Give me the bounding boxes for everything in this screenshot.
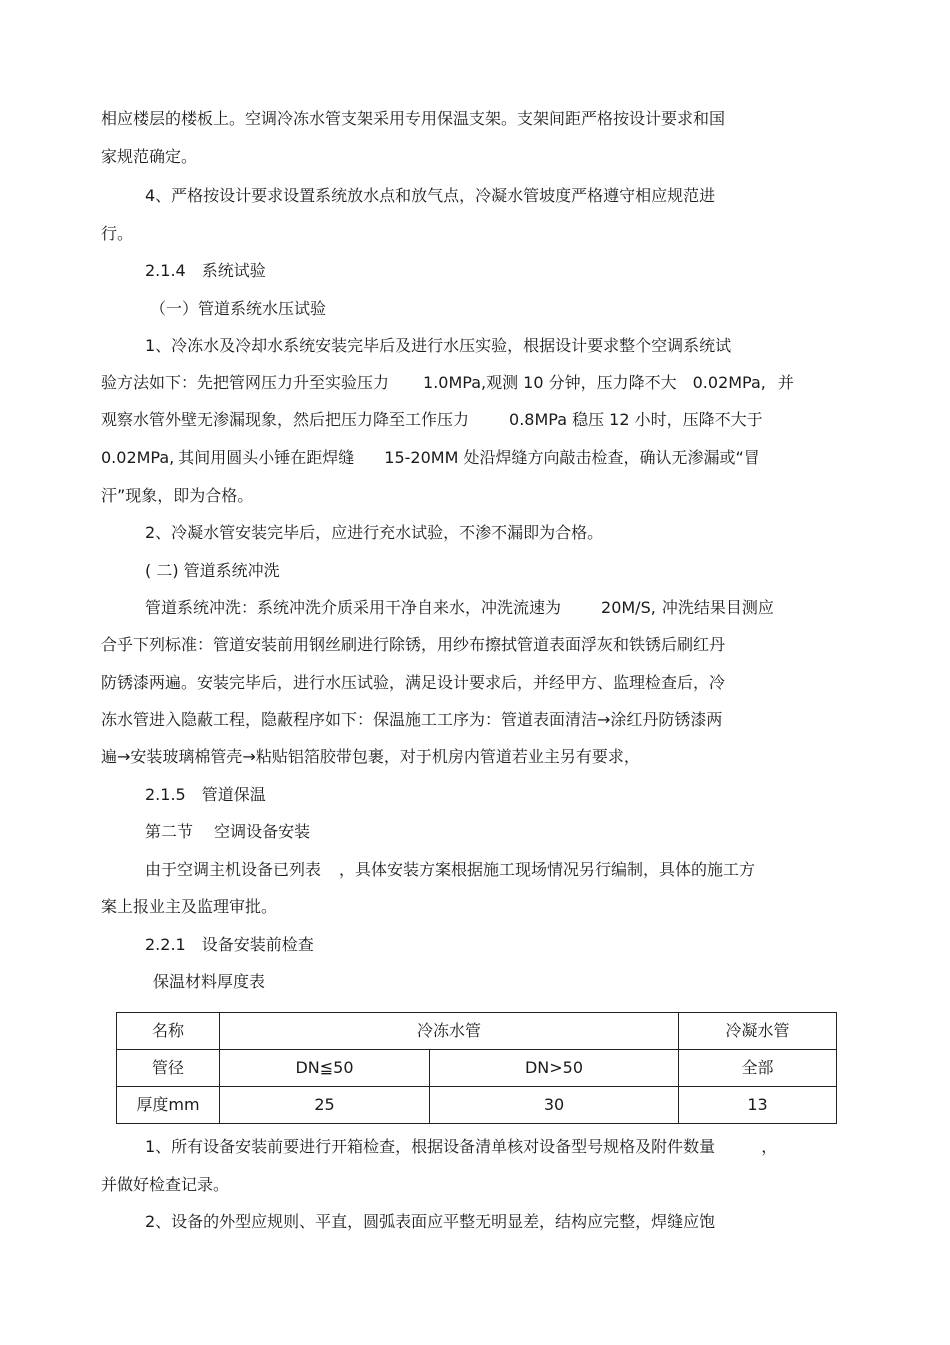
text-run: ，具体安装方案根据施工现场情况另行编制，具体的施工方	[339, 860, 756, 879]
text-run: 0.8MPa 稳压 12 小时，压降不大于	[509, 410, 763, 429]
table-cell: 管径	[117, 1050, 220, 1087]
paragraph-line: 家规范确定。	[101, 147, 198, 166]
text-run: 1、所有设备安装前要进行开箱检查，根据设备清单核对设备型号规格及附件数量	[145, 1137, 716, 1156]
paragraph-line: 遍→安装玻璃棉管壳→粘贴铝箔胶带包裹，对于机房内管道若业主另有要求，	[101, 747, 640, 766]
table-cell: 25	[220, 1087, 430, 1124]
text-run: 冲洗结果目测应	[661, 598, 774, 617]
paragraph-line: 冻水管进入隐蔽工程，隐蔽程序如下：保温施工工序为：管道表面清洁→涂红丹防锈漆两	[101, 710, 723, 729]
subsection-heading-pressure-test: （一）管道系统水压试验	[150, 299, 327, 318]
paragraph-line	[101, 372, 794, 394]
paragraph-line: 相应楼层的楼板上。空调冷冻水管支架采用专用保温支架。支架间距严格按设计要求和国	[101, 109, 726, 128]
paragraph-line	[145, 597, 774, 619]
paragraph-line	[145, 1136, 777, 1158]
table-row	[117, 1087, 837, 1124]
table-cell: 名称	[117, 1013, 220, 1050]
text-run: 其间用圆头小锤在距焊缝	[178, 448, 355, 467]
paragraph-line: 并做好检查记录。	[101, 1175, 230, 1194]
paragraph-line: 防锈漆两遍。安装完毕后，进行水压试验，满足设计要求后，并经甲方、监理检查后，冷	[101, 673, 726, 692]
text-run: 15-20MM 处沿焊缝方向敲击检查，确认无渗漏或“冒	[384, 448, 760, 467]
text-run: ，	[761, 1137, 778, 1156]
table-cell: 全部	[679, 1050, 837, 1087]
table-cell: DN≦50	[220, 1050, 430, 1087]
text-run: 管道系统冲洗：系统冲洗介质采用干净自来水，冲洗流速为	[145, 598, 562, 617]
table-cell: 13	[679, 1087, 837, 1124]
table-cell: 冷冻水管	[220, 1013, 679, 1050]
subsection-heading-flushing: ( 二) 管道系统冲洗	[145, 561, 280, 580]
paragraph-line: 汗”现象，即为合格。	[101, 486, 254, 505]
text-run: 观察水管外壁无渗漏现象，然后把压力降至工作压力	[101, 410, 470, 429]
chapter-heading-section-2: 第二节 空调设备安装	[145, 822, 311, 841]
insulation-thickness-table	[116, 1012, 837, 1124]
paragraph-line: 4、严格按设计要求设置系统放水点和放气点，冷凝水管坡度严格遵守相应规范进	[145, 186, 716, 205]
paragraph-line	[101, 447, 760, 469]
table-cell: DN>50	[430, 1050, 679, 1087]
table-cell: 30	[430, 1087, 679, 1124]
section-heading-2-2-1: 2.2.1 设备安装前检查	[145, 935, 314, 954]
text-run: 0.02MPa,	[101, 448, 175, 467]
table-cell: 冷凝水管	[679, 1013, 837, 1050]
text-run: 20M/S,	[601, 598, 656, 617]
text-run: 0.02MPa,	[692, 373, 766, 392]
paragraph-line	[101, 409, 763, 431]
paragraph-line: 1、冷冻水及冷却水系统安装完毕后及进行水压实验，根据设计要求整个空调系统试	[145, 336, 732, 355]
table-row	[117, 1050, 837, 1087]
text-run: 并	[777, 373, 794, 392]
paragraph-line: 案上报业主及监理审批。	[101, 897, 278, 916]
text-run: 1.0MPa,观测 10 分钟，压力降不大	[423, 373, 677, 392]
paragraph-line: 行。	[101, 224, 134, 243]
table-cell: 厚度mm	[117, 1087, 220, 1124]
text-run: 由于空调主机设备已列表	[145, 860, 322, 879]
table-caption: 保温材料厚度表	[153, 972, 266, 991]
paragraph-line: 2、设备的外型应规则、平直，圆弧表面应平整无明显差，结构应完整，焊缝应饱	[145, 1212, 716, 1231]
section-heading-2-1-4: 2.1.4 系统试验	[145, 261, 266, 280]
paragraph-line	[145, 859, 755, 881]
paragraph-line: 2、冷凝水管安装完毕后，应进行充水试验，不渗不漏即为合格。	[145, 523, 604, 542]
paragraph-line: 合乎下列标准：管道安装前用钢丝刷进行除锈，用纱布擦拭管道表面浮灰和铁锈后刷红丹	[101, 635, 726, 654]
text-run: 验方法如下：先把管网压力升至实验压力	[101, 373, 390, 392]
section-heading-2-1-5: 2.1.5 管道保温	[145, 785, 266, 804]
table-row	[117, 1013, 837, 1050]
